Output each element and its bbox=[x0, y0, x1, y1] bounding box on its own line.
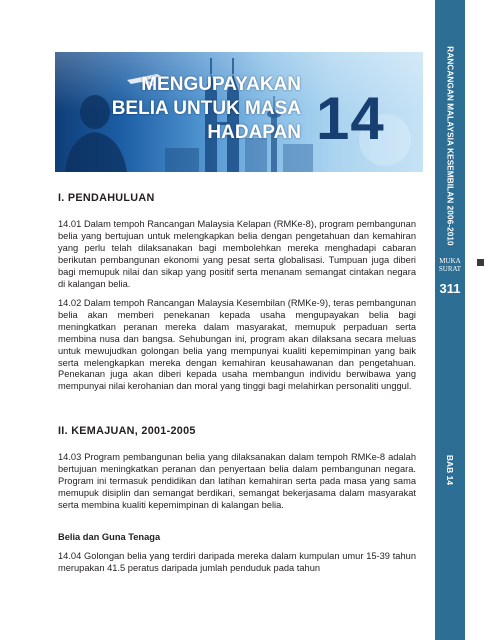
chapter-title-line-3: HADAPAN bbox=[207, 122, 301, 143]
page-number: 311 bbox=[439, 281, 461, 296]
chapter-number: 14 bbox=[316, 85, 385, 152]
chapter-title bbox=[83, 73, 301, 145]
section-heading-1: I. PENDAHULUAN bbox=[58, 192, 155, 204]
chapter-title-line-2: BELIA UNTUK MASA bbox=[111, 98, 301, 119]
page-label-line-2: SURAT bbox=[438, 265, 462, 273]
paragraph-14-03: 14.03 Program pembangunan belia yang dilaksanakan dalam tempoh RMKe-8 adalah bertujuan meningkatkan peranan dan penyertaan belia dalam pembangunan negara. Program ini termasuk pendidikan dan latihan kemahiran serta pada masa yang sama memupuk disiplin dan semangat berdikari, semangat bekerjasama dalam masyarakat serta membina kualiti kepemimpinan di kalangan belia. bbox=[58, 452, 416, 510]
sidebar-chapter-label: BAB 14 bbox=[445, 454, 455, 486]
paragraph-14-04: 14.04 Golongan belia yang terdiri daripada mereka dalam kumpulan umur 15-39 tahun merupakan 41.5 peratus daripada jumlah penduduk pada tahun bbox=[58, 551, 416, 573]
sidebar-document-title: RANCANGAN MALAYSIA KESEMBILAN 2006-2010 bbox=[445, 46, 455, 246]
page-label bbox=[435, 257, 465, 273]
subsection-heading: Belia dan Guna Tenaga bbox=[58, 532, 161, 542]
chapter-title-line-1: MENGUPAYAKAN bbox=[141, 74, 301, 95]
paragraph-14-01: 14.01 Dalam tempoh Rancangan Malaysia Kelapan (RMKe-8), program pembangunan belia yang bertujuan untuk melengkapkan belia dengan pengetahuan dan kemahiran yang perlu telah dilaksanakan bagi membolehkan mereka menghadapi cabaran berikutan pembangunan ekonomi yang pesat serta globalisasi. Tumpuan juga diberi bagi memupuk nilai dan sikap yang positif serta menanam semangat cintakan negara di kalangan belia. bbox=[58, 219, 416, 289]
paragraph-14-02: 14.02 Dalam tempoh Rancangan Malaysia Kesembilan (RMKe-9), teras pembangunan belia akan memberi penekanan kepada usaha mengupayakan belia bagi meningkatkan peranan mereka dalam masyarakat, memupuk perpaduan serta membina nusa dan bangsa. Sehubungan ini, program akan dilaksana secara meluas untuk mewujudkan golongan belia yang mempunyai kualiti kepemimpinan yang baik serta melengkapkan mereka dengan kemahiran keusahawanan dan pengetahuan. Penekanan juga akan diberi kepada usaha membangun individu berwibawa yang mempunyai nilai kerohanian dan moral yang tinggi bagi melahirkan personaliti unggul. bbox=[58, 298, 416, 392]
page-label-line-1: MUKA bbox=[439, 257, 461, 265]
edge-marker bbox=[477, 259, 484, 266]
section-heading-2: II. KEMAJUAN, 2001-2005 bbox=[58, 425, 196, 437]
